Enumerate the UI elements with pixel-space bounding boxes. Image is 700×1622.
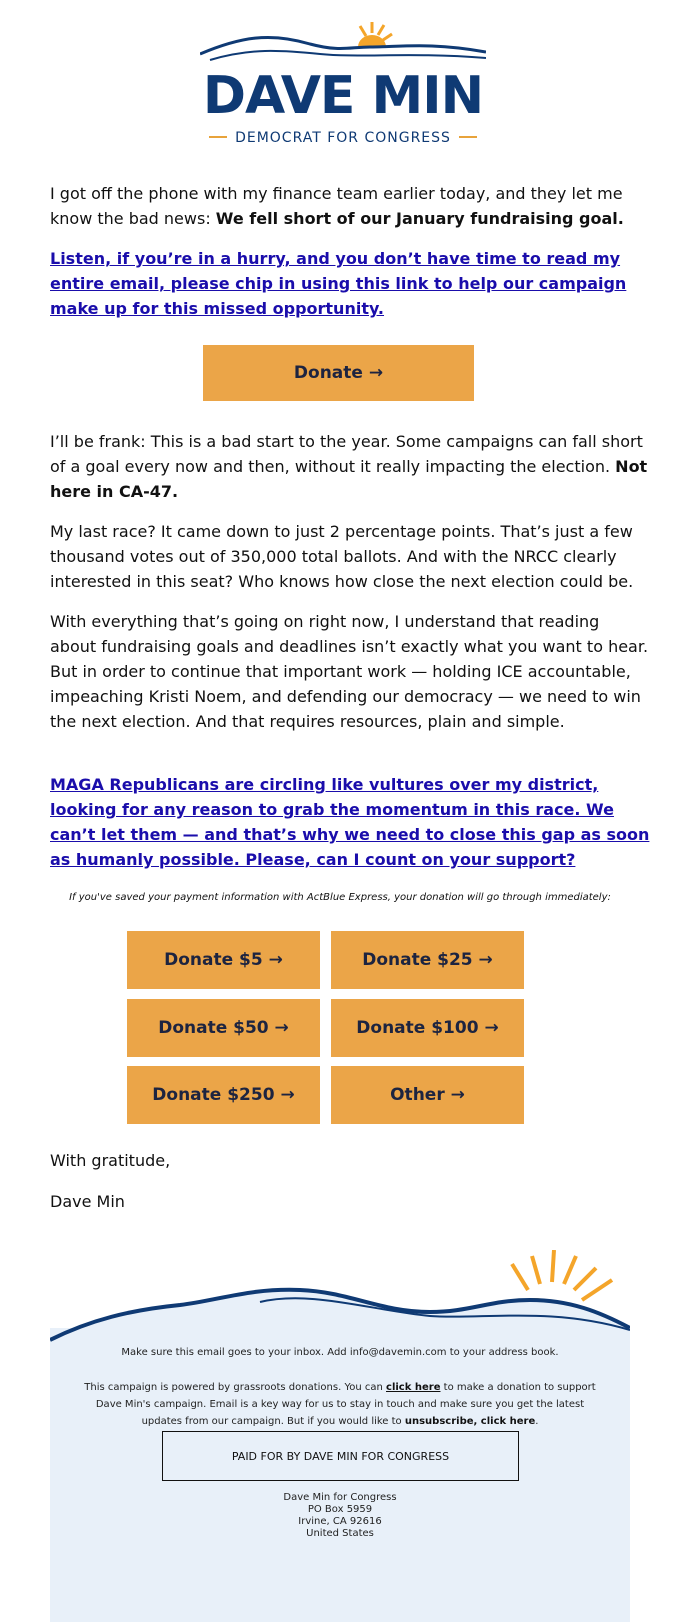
paid-for-disclaimer: PAID FOR BY DAVE MIN FOR CONGRESS bbox=[162, 1431, 519, 1481]
donation-link[interactable]: click here bbox=[386, 1382, 441, 1393]
donate-50-button[interactable]: Donate $50 → bbox=[127, 999, 320, 1057]
powered-text-end: . bbox=[535, 1416, 539, 1427]
donate-100-button[interactable]: Donate $100 → bbox=[331, 999, 524, 1057]
signoff-closing: With gratitude, bbox=[50, 1151, 171, 1170]
campaign-logo bbox=[200, 22, 486, 146]
donate-250-button[interactable]: Donate $250 → bbox=[127, 1066, 320, 1124]
hurry-link-block bbox=[50, 246, 650, 321]
maga-donate-link[interactable]: MAGA Republicans are circling like vultures over my district, looking for any reason to grab the momentum in this race. We can’t let them — and that’s why we need to close this gap as soon as humanly possible. Please, can I count on your support? bbox=[50, 775, 650, 869]
donate-button[interactable]: Donate → bbox=[203, 345, 474, 401]
powered-text-2: to make a donation to support Dave Min's campaign. Email is a key way for us to stay in touch and make sure you get the latest updates from our campaign. But if you would like to bbox=[95, 1382, 596, 1427]
donate-25-button[interactable]: Donate $25 → bbox=[331, 931, 524, 989]
signoff-name: Dave Min bbox=[50, 1192, 125, 1211]
footer-wave-sun-icon bbox=[50, 1250, 630, 1345]
donate-other-button[interactable]: Other → bbox=[331, 1066, 524, 1124]
frank-text: I’ll be frank: This is a bad start to the year. Some campaigns can fall short of a goal every now and then, without it really impacting the election. bbox=[50, 432, 643, 476]
powered-note bbox=[75, 1379, 605, 1430]
address-line-1: Dave Min for Congress bbox=[283, 1492, 397, 1503]
donate-5-button[interactable]: Donate $5 → bbox=[127, 931, 320, 989]
context-text: With everything that’s going on right now, I understand that reading about fundraising goals and deadlines isn’t exactly what you want to hear. But in order to continue that important work — holding ICE accountable, impeaching Kristi Noem, and defending our democracy — we need to win the next election. And that requires resources, plain and simple. bbox=[50, 612, 649, 731]
powered-text-1: This campaign is powered by grassroots donations. You can bbox=[84, 1382, 387, 1393]
maga-link-block bbox=[50, 772, 650, 872]
inbox-note: Make sure this email goes to your inbox. Add info@davemin.com to your address book. bbox=[121, 1347, 559, 1358]
frank-bold: Not here in CA-47. bbox=[50, 457, 648, 501]
intro-text: I got off the phone with my finance team earlier today, and they let me know the bad news: bbox=[50, 184, 623, 228]
intro-bold: We fell short of our January fundraising goal. bbox=[215, 209, 624, 228]
actblue-express-note: If you've saved your payment information with ActBlue Express, your donation will go through immediately: bbox=[69, 892, 611, 903]
hurry-donate-link[interactable]: Listen, if you’re in a hurry, and you don’t have time to read my entire email, please chip in using this link to help our campaign make up for this missed opportunity. bbox=[50, 249, 627, 318]
last-race-paragraph bbox=[50, 519, 650, 594]
signoff bbox=[50, 1148, 650, 1173]
address-line-3: Irvine, CA 92616 bbox=[298, 1516, 382, 1527]
footer bbox=[50, 1250, 630, 1622]
signoff-name-block bbox=[50, 1189, 650, 1214]
intro-paragraph bbox=[50, 181, 650, 231]
address-line-2: PO Box 5959 bbox=[307, 1504, 373, 1515]
logo-name: DAVE MIN bbox=[202, 66, 484, 126]
logo-subtitle: DEMOCRAT FOR CONGRESS bbox=[200, 129, 486, 147]
address-line-4: United States bbox=[306, 1528, 374, 1539]
last-race-text: My last race? It came down to just 2 percentage points. That’s just a few thousand votes out of 350,000 total ballots. And with the NRCC clearly interested in this seat? Who knows how close the next election could be. bbox=[50, 522, 634, 591]
frank-paragraph bbox=[50, 429, 650, 504]
unsubscribe-link[interactable]: unsubscribe, click here bbox=[404, 1416, 536, 1427]
mountain-sun-icon bbox=[200, 22, 486, 72]
context-paragraph bbox=[50, 609, 650, 734]
